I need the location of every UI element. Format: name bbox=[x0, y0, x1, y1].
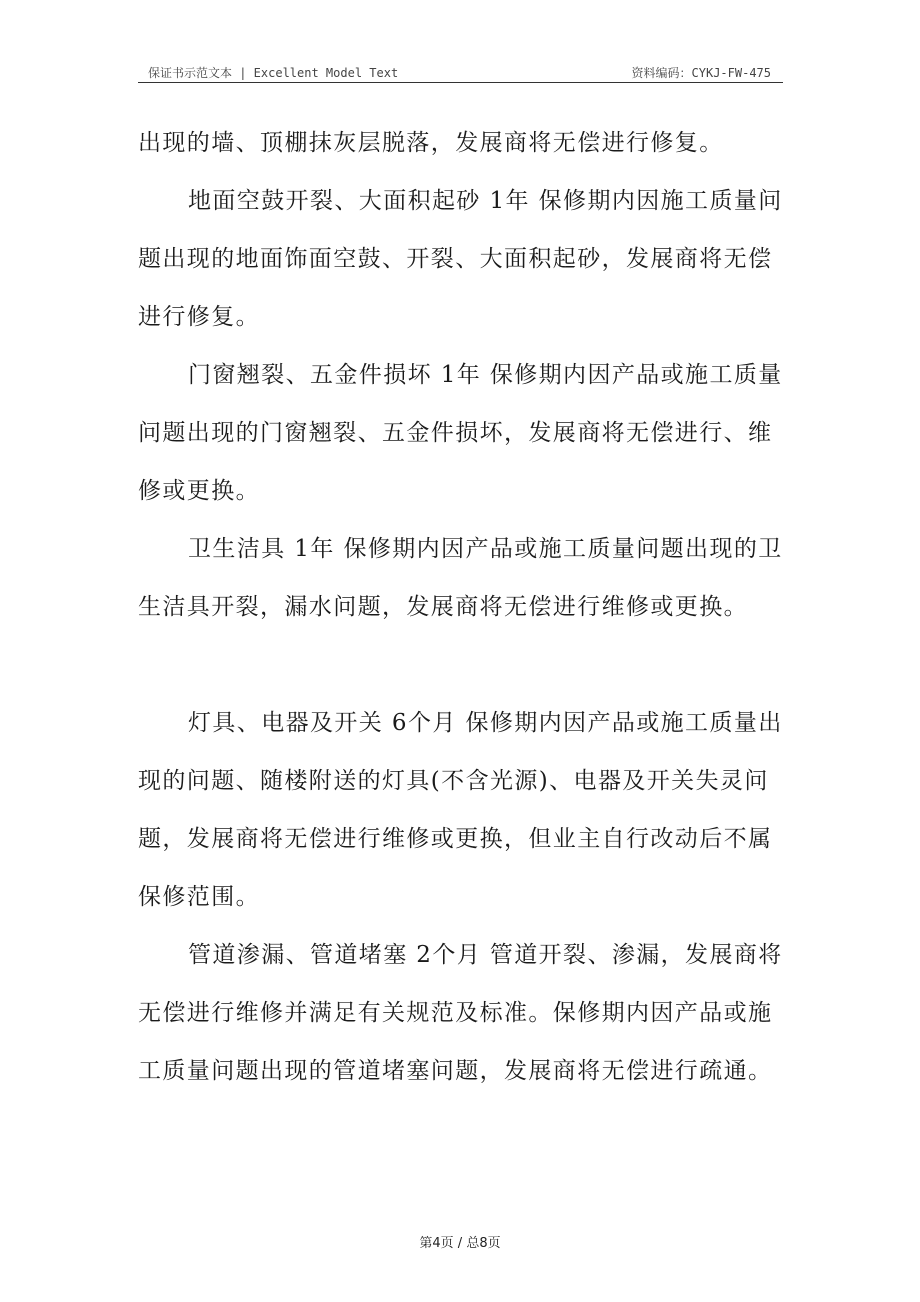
paragraph-continuation: 出现的墙、顶棚抹灰层脱落，发展商将无偿进行修复。 bbox=[138, 130, 724, 156]
header-doc-code: 资料编码：CYKJ-FW-475 bbox=[631, 66, 771, 80]
paragraph-lighting-electrical: 灯具、电器及开关 6个月 保修期内因产品或施工质量出现的问题、随楼附送的灯具(不含光源)、电器及开关失灵问题，发展商将无偿进行维修或更换，但业主自行改动后不属保修范围。 bbox=[138, 710, 783, 910]
document-body bbox=[138, 114, 783, 1100]
paragraph-pipe-leakage: 管道渗漏、管道堵塞 2个月 管道开裂、渗漏，发展商将无偿进行维修并满足有关规范及标准。保修期内因产品或施工质量问题出现的管道堵塞问题，发展商将无偿进行疏通。 bbox=[138, 942, 783, 1084]
page-number: 第4页 / 总8页 bbox=[419, 1236, 501, 1251]
page-header bbox=[138, 62, 783, 83]
paragraph-sanitary-ware: 卫生洁具 1年 保修期内因产品或施工质量问题出现的卫生洁具开裂，漏水问题，发展商将无偿进行维修或更换。 bbox=[138, 536, 783, 620]
paragraph-door-window: 门窗翘裂、五金件损坏 1年 保修期内因产品或施工质量问题出现的门窗翘裂、五金件损坏，发展商将无偿进行、维修或更换。 bbox=[138, 362, 783, 504]
header-title: 保证书示范文本 | Excellent Model Text bbox=[148, 66, 399, 80]
paragraph-floor-cracking: 地面空鼓开裂、大面积起砂 1年 保修期内因施工质量问题出现的地面饰面空鼓、开裂、大面积起砂，发展商将无偿进行修复。 bbox=[138, 188, 783, 330]
